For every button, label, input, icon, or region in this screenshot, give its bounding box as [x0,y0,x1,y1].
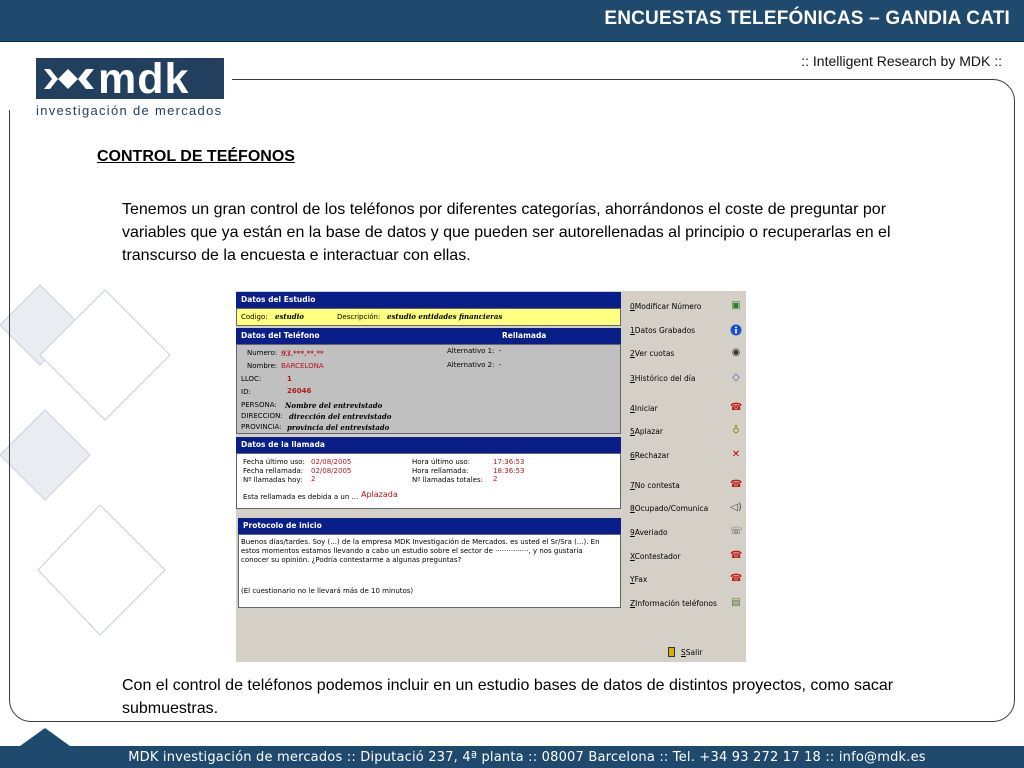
action-key: 1 [630,326,635,335]
footer-bar [0,746,1024,768]
outro-paragraph: Con el control de teléfonos podemos incluir en un estudio bases de datos de distintos proyectos, como sacar submuestras. [122,677,894,717]
action-label: Fax [634,575,648,584]
phone-icon: ☎ [730,573,743,584]
action-label: No contesta [634,481,680,490]
alt2-value: - [499,361,502,369]
motivo-value: Aplazada [361,490,398,499]
mdk-logo [33,56,225,120]
lloc-label: LLOC: [241,375,262,383]
id-value: 26046 [287,387,312,395]
timer-icon: ♁ [732,425,740,436]
llamada-header: Datos de la llamada [236,437,621,453]
lloc-value: 1 [287,375,292,383]
action-ver-cuotas[interactable] [630,349,742,363]
action-key: 4 [630,404,635,413]
motivo-label: Esta rellamada es debida a un ... [243,493,359,501]
protocolo-panel [238,534,621,608]
edit-number-icon: ▣ [731,300,741,311]
action-key: Z [630,599,636,608]
telefono-header-label: Datos del Teléfono [241,331,320,340]
action-key: 3 [630,374,635,383]
action-key: 8 [630,504,635,513]
direccion-label: DIRECCION: [241,412,283,420]
action-key: Y [630,575,635,584]
llamadas-hoy-label: Nº llamadas hoy: [243,476,303,484]
action-label: Rechazar [634,451,670,460]
action-label: Aplazar [634,427,663,436]
protocolo-line-1: Buenos días/tardes. Soy (...) de la empresa MDK Investigación de Mercados. es usted el Sr/Sra (...). En [241,538,600,546]
broken-phone-icon: ☏ [730,526,743,537]
persona-value: Nombre del entrevistado [285,401,383,410]
action-key: X [630,552,635,561]
llamadas-hoy-value: 2 [311,475,316,483]
action-label: Averiado [634,528,668,537]
codigo-label: Codigo: [241,313,268,321]
action-key: 7 [630,481,635,490]
fecha-rellamada-label: Fecha rellamada: [243,467,304,475]
nombre-label: Nombre: [247,362,278,370]
hora-rellamada-value: 18:36:53 [493,467,525,475]
action-ocupado[interactable] [630,504,742,518]
fecha-rellamada-value: 02/08/2005 [311,467,352,475]
persona-label: PERSONA: [241,401,277,409]
estudio-panel [236,308,621,326]
phone-start-icon: ☎ [730,402,743,413]
exit-key: S [681,648,686,657]
action-aplazar[interactable] [630,427,742,441]
intro-paragraph: Tenemos un gran control de los teléfonos por diferentes categorías, ahorrándonos el coste de preguntar por variables que ya están en la base de datos y que pueden ser autorellenadas al principio o recuperarlas en el transcurso de la encuesta e interactuar con ellas. [122,201,891,264]
direccion-value: dirección del entrevistado [289,412,392,421]
numero-value: 93.***.**.** [281,349,324,358]
protocolo-line-4: (El cuestionario no le llevará más de 10 minutos) [241,587,414,595]
action-label: Contestador [634,552,681,561]
action-label: Ver cuotas [634,349,675,358]
numero-label: Numero: [247,349,278,357]
action-label: Información teléfonos [635,599,717,608]
id-label: ID: [241,388,251,396]
action-no-contesta[interactable] [630,481,742,495]
exit-button[interactable] [668,647,728,661]
action-iniciar[interactable] [630,404,742,418]
action-label: Iniciar [634,404,658,413]
phone-info-icon: ▤ [731,597,741,608]
action-key: 0 [630,302,635,311]
action-key: 9 [630,528,635,537]
action-rechazar[interactable] [630,451,742,465]
action-label: Datos Grabados [634,326,696,335]
speaker-icon: ◁) [730,502,742,513]
nombre-value: BARCELONA [281,362,324,370]
logo-subtitle: investigación de mercados [36,103,223,118]
estudio-header: Datos del Estudio [236,292,621,308]
llamadas-totales-value: 2 [493,475,498,483]
header-bar [0,0,1024,42]
protocolo-line-3: conocer su opinión. ¿Podría contestarme a algunas preguntas? [241,556,462,564]
eye-icon: ◉ [731,347,741,358]
action-label: Ocupado/Comunica [634,504,709,513]
action-averiado[interactable] [630,528,742,542]
alt1-value: - [499,347,502,355]
action-fax[interactable] [630,575,742,589]
action-contestador[interactable] [630,552,742,566]
descripcion-value: estudio entidades financieras [387,312,503,321]
tagline: :: Intelligent Research by MDK :: [801,53,1002,69]
provincia-value: provincia del entrevistado [287,423,390,432]
info-icon [730,324,742,336]
telefono-header [236,328,621,344]
logo-mark-icon [44,65,100,93]
codigo-value: estudio [275,312,304,321]
telefono-panel [236,344,621,434]
page-title: ENCUESTAS TELEFÓNICAS – GANDIA CATI [604,8,1010,29]
exit-door-icon [668,647,675,657]
protocolo-header: Protocolo de inicio [238,518,621,534]
hora-ultimo-label: Hora último uso: [412,458,471,466]
fecha-ultimo-label: Fecha último uso: [243,458,305,466]
footer-notch [20,728,70,746]
alt1-label: Alternativo 1: [447,347,495,355]
action-label: Modificar Número [634,302,702,311]
action-informacion-telefonos[interactable] [630,599,742,613]
action-key: 5 [630,427,635,436]
alt2-label: Alternativo 2: [447,361,495,369]
reject-icon: ✕ [731,449,741,460]
action-datos-grabados[interactable] [630,326,742,340]
provincia-label: PROVINCIA: [241,423,282,431]
hora-rellamada-label: Hora rellamada: [412,467,469,475]
action-modificar-numero[interactable] [630,302,742,316]
action-label: Histórico del día [634,374,696,383]
action-key: 2 [630,349,635,358]
telefono-status: Rellamada [502,331,547,340]
logo-wordmark: mdk [98,55,190,103]
fecha-ultimo-value: 02/08/2005 [311,458,352,466]
eraser-icon: ◇ [732,372,740,383]
section-heading: CONTROL DE TEÉFONOS [97,148,295,165]
protocolo-line-2: estos momentos estamos llevando a cabo un estudio sobre el sector de ···············, y nos gustaría [241,547,583,555]
cati-app-window [236,291,746,662]
phone-icon: ☎ [730,550,743,561]
action-key: 6 [630,451,635,460]
phone-icon: ☎ [730,479,743,490]
exit-label: Salir [685,648,703,657]
footer-text: MDK investigación de mercados :: Diputació 237, 4ª planta :: 08007 Barcelona :: Tel. +34 93 272 17 18 :: info@mdk.es [128,750,926,765]
llamadas-totales-label: Nº llamadas totales: [412,476,483,484]
descripcion-label: Descripción: [337,313,381,321]
hora-ultimo-value: 17:36:53 [493,458,525,466]
llamada-panel [236,453,621,509]
action-historico[interactable] [630,374,742,388]
